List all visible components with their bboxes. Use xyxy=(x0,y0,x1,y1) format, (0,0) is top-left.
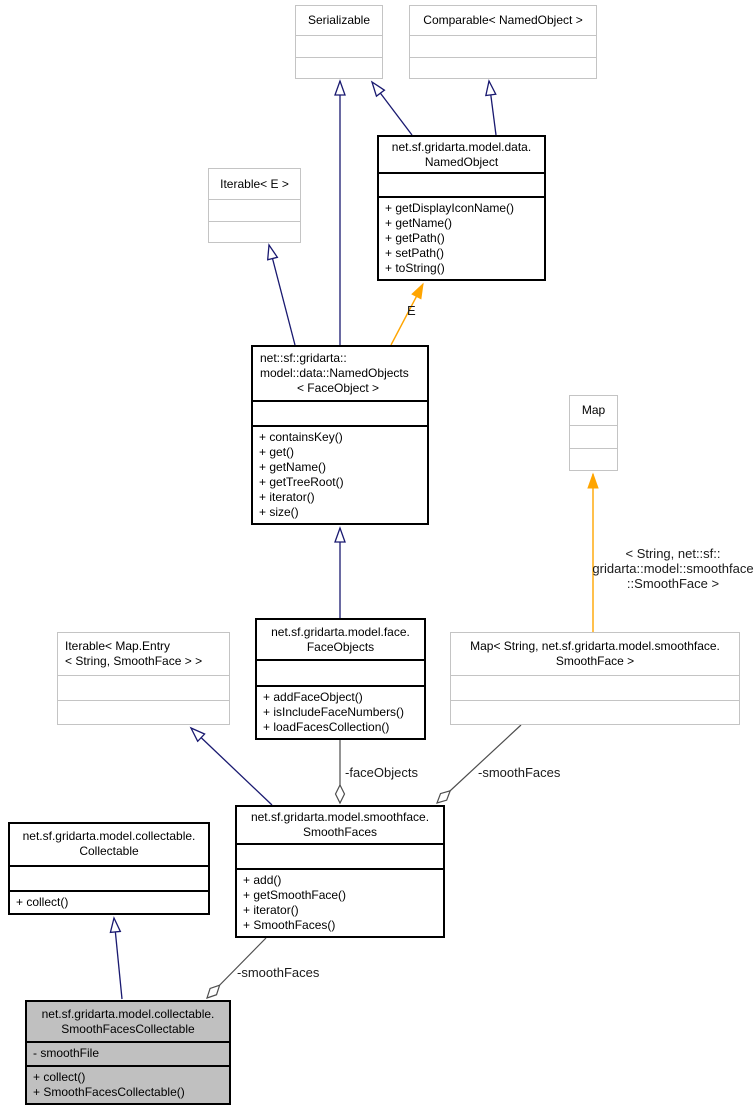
text-line: Iterable< E > xyxy=(220,176,289,191)
class-map-string-smoothface[interactable] xyxy=(450,632,740,725)
class-smoothfaces[interactable] xyxy=(235,805,445,938)
class-title xyxy=(257,620,424,659)
edge-namedobjects-to-iterable xyxy=(269,245,295,345)
class-methods xyxy=(209,221,300,242)
text-line: + addFaceObject() xyxy=(263,690,363,704)
class-iterable-e[interactable] xyxy=(208,168,301,243)
edge-label-template-map-line3: ::SmoothFace > xyxy=(626,576,720,591)
class-methods xyxy=(296,57,382,78)
class-methods xyxy=(257,685,424,738)
text-line: model::data::NamedObjects xyxy=(260,365,409,380)
edge-label-template-map-line2: gridarta::model::smoothface xyxy=(592,561,754,576)
text-line: Map xyxy=(581,403,606,417)
text-line: net.sf.gridarta.model.face. xyxy=(271,624,410,639)
class-methods xyxy=(253,425,427,523)
edge-label-smoothfaces-lower: -smoothFaces xyxy=(237,965,320,980)
text-line: Collectable xyxy=(79,844,139,859)
edge-member-smoothfaces-map xyxy=(437,725,521,803)
text-line: < String, SmoothFace > > xyxy=(65,654,203,668)
class-map[interactable] xyxy=(569,395,618,471)
class-title xyxy=(10,824,208,865)
text-line: + isIncludeFaceNumbers() xyxy=(263,705,405,719)
class-serializable[interactable] xyxy=(295,5,383,79)
text-line: + size() xyxy=(259,505,299,519)
class-attributes xyxy=(410,35,596,57)
text-line: + loadFacesCollection() xyxy=(263,720,390,734)
text-line: + iterator() xyxy=(243,903,299,917)
class-title xyxy=(253,347,427,400)
text-line: net.sf.gridarta.model.smoothface. xyxy=(250,810,430,825)
edge-member-smoothfaces-collectable xyxy=(207,938,266,998)
text-line: + collect() xyxy=(16,895,69,909)
edge-smoothfacescollectable-to-collectable xyxy=(114,918,122,999)
text-line: + collect() xyxy=(33,1070,86,1084)
class-iterable-mapentry[interactable] xyxy=(57,632,230,725)
text-line: < FaceObject > xyxy=(296,380,380,395)
edge-label-smoothfaces-upper: -smoothFaces xyxy=(478,765,561,780)
class-attributes xyxy=(451,675,739,700)
text-line: net::sf::gridarta:: xyxy=(260,350,347,365)
class-attributes xyxy=(296,35,382,57)
text-line: + getName() xyxy=(259,460,327,474)
text-line: NamedObject xyxy=(424,154,499,169)
text-line: + setPath() xyxy=(385,246,445,260)
text-line: FaceObjects xyxy=(306,639,375,654)
text-line: + getName() xyxy=(385,216,453,230)
class-title xyxy=(209,169,300,199)
class-methods xyxy=(27,1065,229,1103)
class-attributes xyxy=(253,400,427,425)
text-line: - smoothFile xyxy=(33,1046,100,1061)
edge-label-faceobjects: -faceObjects xyxy=(345,765,418,780)
text-line: net.sf.gridarta.model.collectable. xyxy=(22,829,196,844)
class-methods xyxy=(237,868,443,936)
class-attributes xyxy=(58,675,229,700)
class-title xyxy=(58,633,229,675)
text-line: + iterator() xyxy=(259,490,315,504)
text-line: + toString() xyxy=(385,261,445,275)
text-line: + getTreeRoot() xyxy=(259,475,344,489)
class-faceobjects[interactable] xyxy=(255,618,426,740)
text-line: + getDisplayIconName() xyxy=(385,201,515,215)
class-attributes xyxy=(237,843,443,868)
class-attributes xyxy=(209,199,300,221)
text-line: + add() xyxy=(243,873,282,887)
text-line: net.sf.gridarta.model.data. xyxy=(391,139,532,154)
edge-template-namedobjects-to-namedobject xyxy=(391,284,423,345)
class-methods xyxy=(10,890,208,913)
class-methods xyxy=(451,700,739,724)
class-methods xyxy=(58,700,229,724)
text-line: Iterable< Map.Entry xyxy=(65,639,171,653)
text-line: net.sf.gridarta.model.collectable. xyxy=(41,1006,215,1021)
class-title xyxy=(410,6,596,35)
class-namedobjects-faceobject[interactable] xyxy=(251,345,429,525)
class-title xyxy=(237,807,443,843)
text-line: SmoothFace > xyxy=(555,654,635,668)
class-title xyxy=(451,633,739,675)
class-comparable-namedobject[interactable] xyxy=(409,5,597,79)
class-attributes xyxy=(570,425,617,448)
class-namedobject[interactable] xyxy=(377,135,546,281)
class-title xyxy=(27,1002,229,1041)
text-line: + containsKey() xyxy=(259,430,343,444)
edge-namedobject-to-comparable xyxy=(489,81,496,135)
text-line: Comparable< NamedObject > xyxy=(423,13,583,27)
class-attributes xyxy=(27,1041,229,1065)
text-line: Map< String, net.sf.gridarta.model.smoothface. xyxy=(470,639,720,653)
text-line: + SmoothFacesCollectable() xyxy=(33,1085,185,1099)
class-attributes xyxy=(257,659,424,685)
class-title xyxy=(379,137,544,172)
text-line: + SmoothFaces() xyxy=(243,918,336,932)
class-collectable[interactable] xyxy=(8,822,210,915)
edge-namedobject-to-serializable xyxy=(372,82,412,135)
class-title xyxy=(296,6,382,35)
text-line: + getPath() xyxy=(385,231,445,245)
text-line: SmoothFacesCollectable xyxy=(61,1021,195,1036)
class-smoothfacescollectable[interactable] xyxy=(25,1000,231,1105)
class-methods xyxy=(379,196,544,279)
text-line: + getSmoothFace() xyxy=(243,888,347,902)
edge-label-template-e: E xyxy=(407,303,416,318)
text-line: Serializable xyxy=(307,13,371,27)
class-methods xyxy=(570,448,617,470)
class-attributes xyxy=(379,172,544,196)
text-line: + get() xyxy=(259,445,295,459)
class-methods xyxy=(410,57,596,78)
text-line: SmoothFaces xyxy=(302,825,378,840)
class-attributes xyxy=(10,865,208,890)
edge-label-template-map-line1: < String, net::sf:: xyxy=(625,546,721,561)
class-title xyxy=(570,396,617,425)
